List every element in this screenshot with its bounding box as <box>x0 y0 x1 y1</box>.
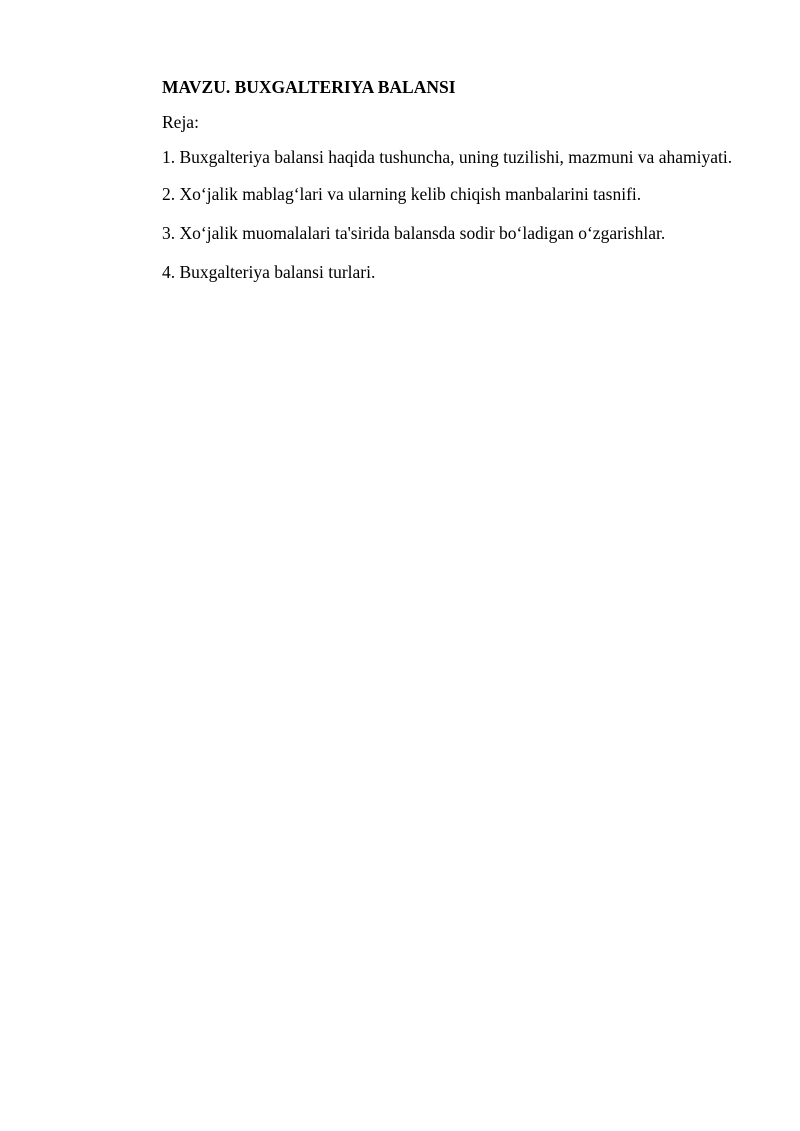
plan-item-2: 2. Xo‘jalik mablag‘lari va ularning kelib chiqish manbalarini tasnifi. <box>162 184 642 204</box>
plan-item-1: 1. Buxgalteriya balansi haqida tushuncha, uning tuzilishi, mazmuni va ahamiyati. <box>162 147 733 167</box>
plan-label: Reja: <box>162 112 199 132</box>
document-title: MAVZU. BUXGALTERIYA BALANSI <box>162 77 456 97</box>
plan-item-4: 4. Buxgalteriya balansi turlari. <box>162 262 376 282</box>
document-body <box>114 76 742 300</box>
plan-item-3: 3. Xo‘jalik muomalalari ta'sirida balansda sodir bo‘ladigan o‘zgarishlar. <box>162 223 666 243</box>
